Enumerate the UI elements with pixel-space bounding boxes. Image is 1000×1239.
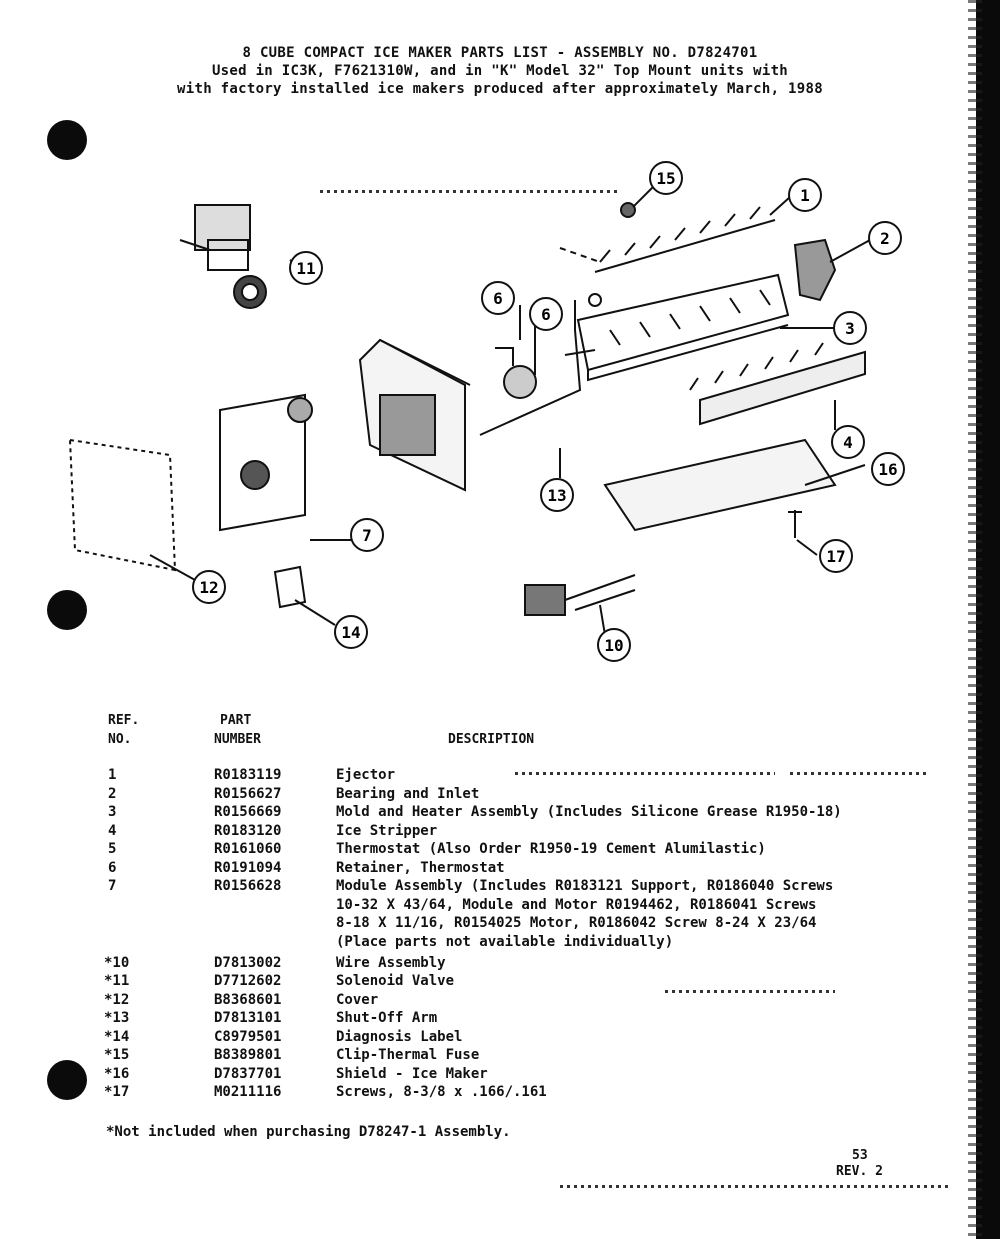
screw-part (788, 510, 802, 538)
svg-text:15: 15 (656, 169, 676, 188)
ref-cell: 5 (108, 841, 117, 857)
ref-cell: *16 (104, 1066, 130, 1082)
svg-text:16: 16 (878, 460, 898, 479)
table-row (0, 955, 1000, 974)
ref-cell: 6 (108, 860, 117, 876)
bearing-inlet-part (795, 240, 835, 300)
svg-text:17: 17 (826, 547, 846, 566)
ref-cell: 7 (108, 878, 117, 894)
desc-cell: Retainer, Thermostat (336, 860, 505, 876)
ref-cell: *11 (104, 973, 130, 989)
callout-6b (530, 298, 562, 330)
ref-cell: *17 (104, 1084, 130, 1100)
ice-stripper-part (690, 343, 865, 424)
row7-continuation-3: (Place parts not available individually) (336, 934, 674, 950)
row7-continuation-1: 10-32 X 43/64, Module and Motor R0194462, R0186041 Screws (336, 897, 817, 913)
scan-noise (665, 990, 835, 993)
desc-cell: Thermostat (Also Order R1950-19 Cement Alumilastic) (336, 841, 766, 857)
part-cell: M0211116 (214, 1084, 282, 1100)
desc-cell: Shut-Off Arm (336, 1010, 438, 1026)
desc-cell: Solenoid Valve (336, 973, 455, 989)
desc-cell: Module Assembly (Includes R0183121 Support, R0186040 Screws (336, 878, 834, 894)
table-row (0, 804, 1000, 823)
ref-cell: 4 (108, 823, 117, 839)
module-assembly-part (220, 340, 470, 530)
part-cell: R0161060 (214, 841, 282, 857)
callout-13 (541, 479, 573, 511)
table-row (0, 992, 1000, 1011)
title-line-2: Used in IC3K, F7621310W, and in "K" Model 32" Top Mount units with (211, 63, 789, 79)
part-cell: D7712602 (214, 973, 282, 989)
part-cell: C8979501 (214, 1029, 282, 1045)
ref-cell: *13 (104, 1010, 130, 1026)
callout-15 (650, 162, 682, 194)
part-cell: R0191094 (214, 860, 282, 876)
cover-part (70, 440, 175, 570)
part-cell: R0156627 (214, 786, 282, 802)
callout-16 (872, 453, 904, 485)
callout-1 (789, 179, 821, 211)
svg-text:3: 3 (845, 319, 855, 338)
table-row (0, 1029, 1000, 1048)
desc-cell: Shield - Ice Maker (336, 1066, 488, 1082)
desc-cell: Cover (336, 992, 379, 1008)
part-cell: R0156628 (214, 878, 282, 894)
callout-7 (351, 519, 383, 551)
table-row (0, 823, 1000, 842)
ref-header-line-1: REF. (108, 713, 140, 728)
scan-noise (790, 772, 930, 775)
svg-text:10: 10 (604, 636, 624, 655)
table-row (0, 1010, 1000, 1029)
ref-cell: *15 (104, 1047, 130, 1063)
title-line-3: with factory installed ice makers produced after approximately March, 1988 (177, 81, 823, 97)
svg-text:4: 4 (843, 433, 853, 452)
scan-noise (515, 772, 775, 775)
ref-cell: *10 (104, 955, 130, 971)
svg-text:7: 7 (362, 526, 372, 545)
ref-cell: 2 (108, 786, 117, 802)
callout-2 (869, 222, 901, 254)
svg-text:13: 13 (547, 486, 567, 505)
table-row (0, 973, 1000, 992)
wire-assembly-part (525, 575, 635, 615)
revision-mark: REV. 2 (836, 1164, 883, 1179)
diagnosis-label-part (275, 567, 305, 607)
table-row (0, 767, 1000, 786)
ref-cell: 1 (108, 767, 117, 783)
ref-cell: 3 (108, 804, 117, 820)
part-cell: B8389801 (214, 1047, 282, 1063)
callout-3 (834, 312, 866, 344)
svg-text:6: 6 (493, 289, 503, 308)
part-header-line-2: NUMBER (214, 732, 261, 747)
desc-cell: Screws, 8-3/8 x .166/.161 (336, 1084, 547, 1100)
ref-cell: *14 (104, 1029, 130, 1045)
ref-header-line-2: NO. (108, 732, 132, 747)
callout-14 (335, 616, 367, 648)
solenoid-valve-part (180, 205, 266, 308)
ref-cell: *12 (104, 992, 130, 1008)
svg-text:6: 6 (541, 305, 551, 324)
part-cell: D7813101 (214, 1010, 282, 1026)
svg-text:11: 11 (296, 259, 316, 278)
scan-noise (320, 190, 620, 193)
table-row (0, 860, 1000, 879)
page-number: 53 (852, 1148, 868, 1163)
part-cell: R0183119 (214, 767, 282, 783)
table-row (0, 878, 1000, 897)
desc-cell: Ice Stripper (336, 823, 438, 839)
ejector-part (560, 207, 775, 272)
thermostat-part (504, 366, 536, 398)
desc-cell: Wire Assembly (336, 955, 446, 971)
table-row (0, 841, 1000, 860)
part-header-line-1: PART (220, 713, 252, 728)
row7-continuation-2: 8-18 X 11/16, R0154025 Motor, R0186042 Screw 8-24 X 23/64 (336, 915, 817, 931)
svg-text:2: 2 (880, 229, 890, 248)
shield-part (605, 440, 835, 530)
footnote: *Not included when purchasing D78247-1 Assembly. (106, 1124, 511, 1140)
desc-cell: Ejector (336, 767, 396, 783)
part-cell: R0183120 (214, 823, 282, 839)
svg-text:14: 14 (341, 623, 361, 642)
desc-cell: Clip-Thermal Fuse (336, 1047, 480, 1063)
svg-text:1: 1 (800, 186, 810, 205)
callout-10 (598, 629, 630, 661)
mold-heater-part (565, 275, 788, 380)
table-row (0, 1047, 1000, 1066)
scan-noise (560, 1185, 950, 1188)
callout-6a (482, 282, 514, 314)
thermostat-retainer-part (495, 348, 513, 366)
desc-cell: Diagnosis Label (336, 1029, 463, 1045)
part-cell: B8368601 (214, 992, 282, 1008)
desc-cell: Bearing and Inlet (336, 786, 480, 802)
callout-4 (832, 426, 864, 458)
thermal-fuse-clip-part (621, 203, 635, 217)
exploded-parts-diagram (0, 150, 1000, 710)
part-cell: D7837701 (214, 1066, 282, 1082)
desc-cell: Mold and Heater Assembly (Includes Silicone Grease R1950-18) (336, 804, 842, 820)
table-row (0, 1084, 1000, 1103)
shut-off-arm-part (480, 300, 580, 435)
callout-12 (193, 571, 225, 603)
table-row (0, 786, 1000, 805)
title-line-1: 8 CUBE COMPACT ICE MAKER PARTS LIST - ASSEMBLY NO. D7824701 (242, 45, 758, 61)
callout-17 (820, 540, 852, 572)
table-row (0, 1066, 1000, 1085)
callout-11 (290, 252, 322, 284)
part-cell: R0156669 (214, 804, 282, 820)
description-header: DESCRIPTION (448, 732, 535, 747)
svg-text:12: 12 (199, 578, 219, 597)
part-cell: D7813002 (214, 955, 282, 971)
